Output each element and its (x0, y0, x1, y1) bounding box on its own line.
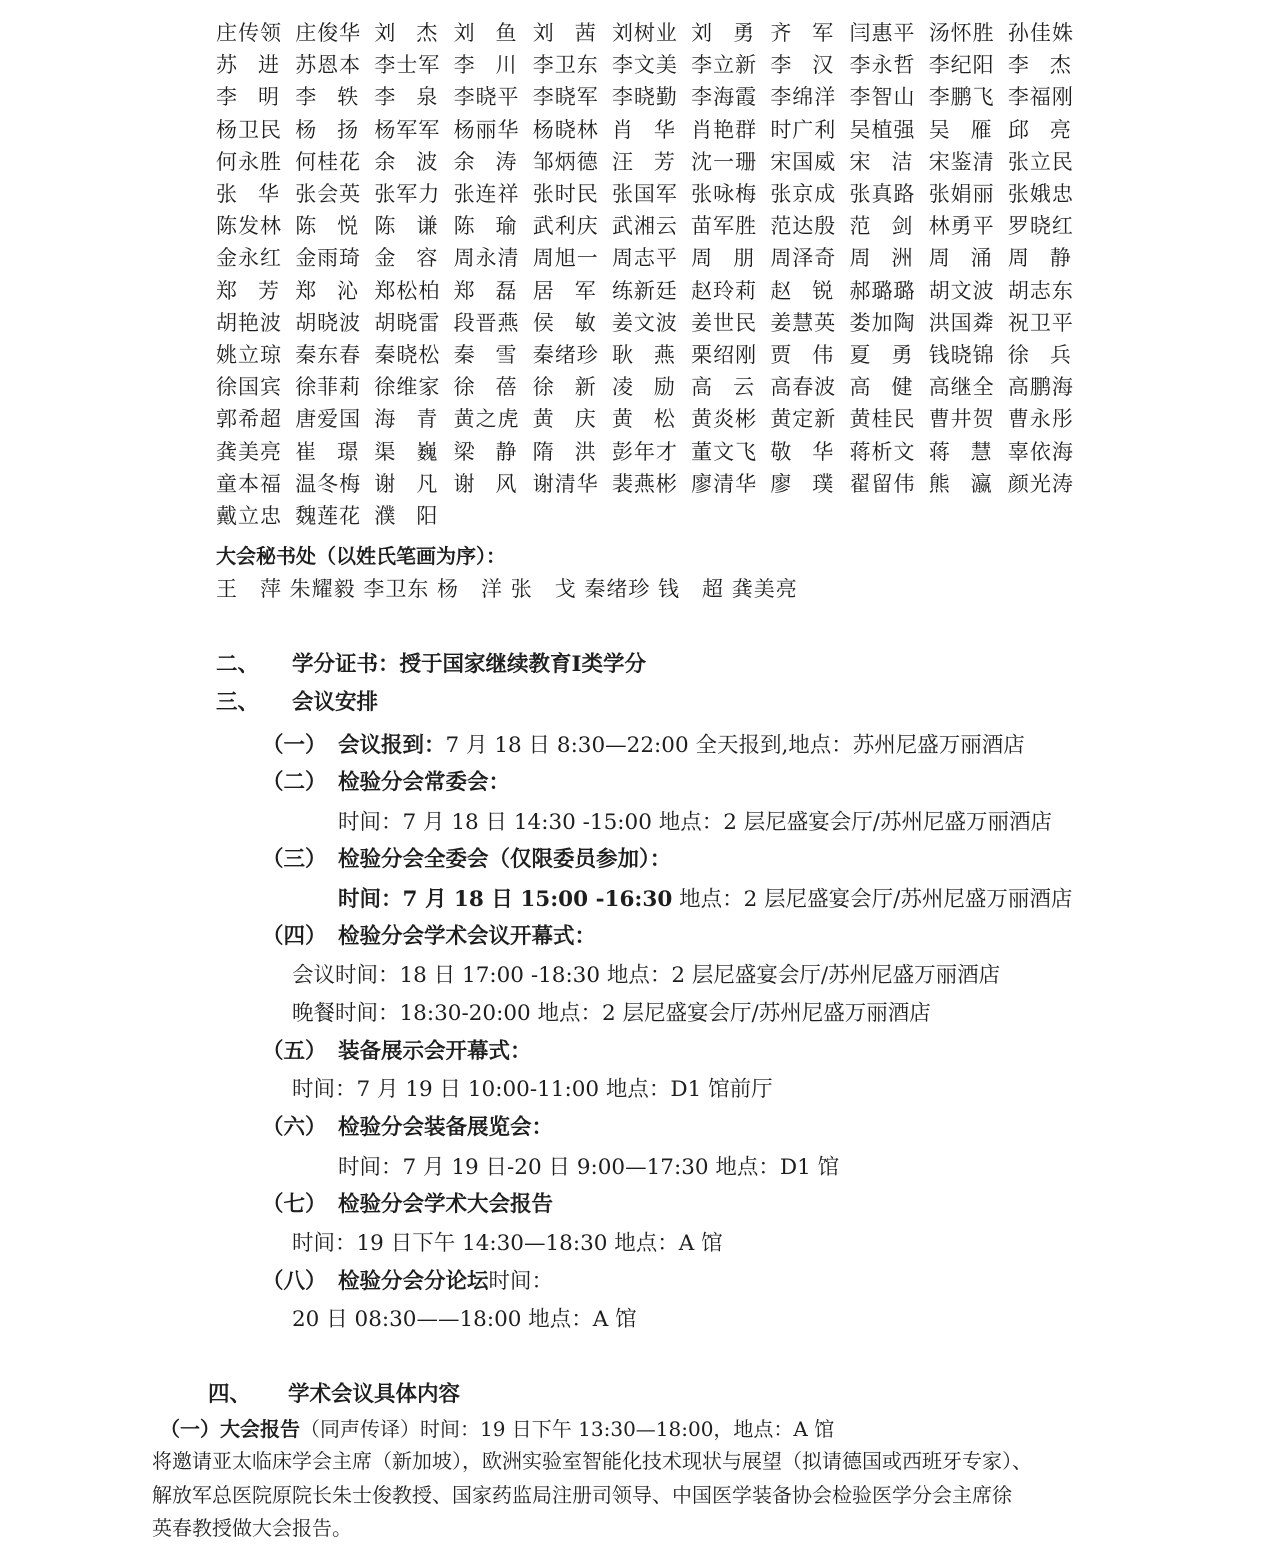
item-3-detail-place: 地点：2 层尼盛宴会厅/苏州尼盛万丽酒店 (672, 887, 1073, 912)
member-name: 李 明 (216, 85, 279, 110)
member-name: 洪国粦 (928, 310, 995, 335)
member-name: 杨晓林 (532, 117, 599, 142)
item-3-detail-time: 时间：7 月 18 日 15:00 -16:30 (338, 887, 673, 912)
member-name: 苏 进 (216, 53, 279, 78)
member-name: 何桂花 (295, 149, 362, 174)
member-name: 张时民 (532, 182, 599, 207)
member-name: 胡晓波 (295, 310, 362, 335)
item-5-detail: 时间：7 月 19 日 10:00-11:00 地点：D1 馆前厅 (292, 1077, 773, 1102)
member-name: 夏 勇 (849, 342, 913, 367)
member-name: 魏莲花 (295, 503, 362, 528)
member-name: 栗绍刚 (691, 342, 758, 367)
item-7-detail: 时间：19 日下午 14:30—18:30 地点：A 馆 (292, 1231, 723, 1256)
member-row (216, 241, 1087, 273)
member-row (216, 467, 1087, 499)
item-7 (262, 1187, 553, 1218)
item-5-label: 装备展示会开幕式： (338, 1039, 532, 1064)
item-6-label: 检验分会装备展览会： (338, 1115, 554, 1140)
member-name: 余 涛 (453, 149, 517, 174)
section-4-title: 学术会议具体内容 (288, 1382, 461, 1407)
member-name: 李晓平 (453, 85, 520, 110)
member-row (216, 177, 1087, 209)
member-name: 秦绪珍 (532, 342, 599, 367)
member-name: 余 波 (374, 149, 438, 174)
section-2 (216, 647, 646, 678)
secretariat-names: 王 萍 朱耀毅 李卫东 杨 洋 张 戈 秦绪珍 钱 超 龚美亮 (216, 577, 798, 601)
member-name: 秦 雪 (453, 342, 517, 367)
member-row (216, 402, 1087, 434)
item-6-number: （六） (262, 1115, 327, 1140)
member-name: 海 青 (374, 407, 438, 432)
member-name: 周 朋 (691, 246, 755, 271)
member-name: 周 洲 (849, 246, 913, 271)
member-name: 李 泉 (374, 85, 438, 110)
member-name: 娄加陶 (849, 310, 916, 335)
member-name: 高继全 (928, 375, 995, 400)
member-name: 沈一珊 (691, 149, 758, 174)
section-3-title: 会议安排 (292, 690, 379, 715)
member-name: 廖 璞 (770, 471, 834, 496)
member-name: 周泽奇 (770, 246, 837, 271)
member-name: 董文飞 (691, 439, 758, 464)
item-4-detail-meeting: 会议时间：18 日 17:00 -18:30 地点：2 层尼盛宴会厅/苏州尼盛万丽酒店 (292, 963, 1001, 988)
member-name: 谢 风 (453, 471, 517, 496)
member-name-grid (216, 16, 1087, 531)
member-row (216, 80, 1087, 112)
member-name: 周 静 (1007, 246, 1071, 271)
member-name: 郑 磊 (453, 278, 517, 303)
section-2-number: 二、 (216, 652, 260, 677)
item-8-label: 检验分会分论坛 (338, 1269, 489, 1294)
member-name: 汤怀胜 (928, 21, 995, 46)
member-name: 刘 茜 (532, 21, 596, 46)
member-name: 翟留伟 (849, 471, 916, 496)
member-name: 渠 巍 (374, 439, 438, 464)
section-4-paragraph-line-1: 将邀请亚太临床学会主席（新加坡），欧洲实验室智能化技术现状与展望（拟请德国或西班牙专家）、 (152, 1449, 1032, 1473)
member-name: 彭年才 (611, 439, 678, 464)
member-row (216, 48, 1087, 80)
member-name: 张立民 (1007, 149, 1074, 174)
member-row (216, 370, 1087, 402)
member-name: 杨 扬 (295, 117, 359, 142)
member-name: 崔 璟 (295, 439, 359, 464)
section-4-sub-text: （同声传译）时间：19 日下午 13:30—18:00，地点：A 馆 (300, 1417, 835, 1441)
member-name: 徐 蓓 (453, 375, 517, 400)
member-name: 姜慧英 (770, 310, 837, 335)
member-name: 梁 静 (453, 439, 517, 464)
member-name: 秦东春 (295, 342, 362, 367)
member-name: 宋国威 (770, 149, 837, 174)
member-name: 陈 谦 (374, 214, 438, 239)
member-name: 闫惠平 (849, 21, 916, 46)
member-row (216, 499, 1087, 531)
member-name: 姜世民 (691, 310, 758, 335)
member-name: 陈发林 (216, 214, 282, 239)
item-6 (262, 1110, 553, 1141)
member-name: 宋 洁 (849, 149, 913, 174)
member-name: 李智山 (849, 85, 916, 110)
member-name: 敬 华 (770, 439, 834, 464)
member-name: 苏恩本 (295, 53, 362, 78)
item-8-number: （八） (262, 1269, 327, 1294)
member-name: 廖清华 (691, 471, 758, 496)
member-name: 金永红 (216, 246, 282, 271)
member-name: 练新廷 (611, 278, 678, 303)
member-name: 温冬梅 (295, 471, 362, 496)
member-name: 齐 军 (770, 21, 834, 46)
member-name: 黄之虎 (453, 407, 520, 432)
member-name: 庄传领 (216, 21, 282, 46)
section-4-paragraph-line-2: 解放军总医院原院长朱士俊教授、国家药监局注册司领导、中国医学装备协会检验医学分会主席徐 (152, 1483, 1012, 1507)
member-name: 陈 悦 (295, 214, 359, 239)
member-name: 孙佳姝 (1007, 21, 1074, 46)
item-7-number: （七） (262, 1192, 327, 1217)
item-4 (262, 919, 596, 950)
member-row (216, 274, 1087, 306)
member-name: 武湘云 (611, 214, 678, 239)
member-name: 金 容 (374, 246, 438, 271)
member-name: 胡文波 (928, 278, 995, 303)
member-name: 范 剑 (849, 214, 913, 239)
item-1-label: 会议报到： (338, 733, 446, 758)
member-name: 李晓军 (532, 85, 599, 110)
member-name: 张咏梅 (691, 182, 758, 207)
member-name: 黄定新 (770, 407, 837, 432)
member-name: 居 军 (532, 278, 596, 303)
member-name: 周旭一 (532, 246, 599, 271)
member-name: 邹炳德 (532, 149, 599, 174)
member-name: 裴燕彬 (611, 471, 678, 496)
item-4-label: 检验分会学术会议开幕式： (338, 924, 597, 949)
member-name: 蒋析文 (849, 439, 916, 464)
member-name: 祝卫平 (1007, 310, 1074, 335)
section-3 (216, 685, 378, 716)
member-name: 隋 洪 (532, 439, 596, 464)
member-name: 刘 勇 (691, 21, 755, 46)
member-name: 徐维家 (374, 375, 441, 400)
member-name: 郑 沁 (295, 278, 359, 303)
member-name: 龚美亮 (216, 439, 282, 464)
member-name: 张国军 (611, 182, 678, 207)
member-name: 邱 亮 (1007, 117, 1071, 142)
member-name: 李 川 (453, 53, 517, 78)
member-name: 时广利 (770, 117, 837, 142)
member-name: 张京成 (770, 182, 837, 207)
member-name: 李海霞 (691, 85, 758, 110)
member-name: 高 健 (849, 375, 913, 400)
section-2-text: 学分证书：授于国家继续教育Ⅰ类学分 (292, 652, 647, 677)
item-7-label: 检验分会学术大会报告 (338, 1192, 554, 1217)
member-name: 杨卫民 (216, 117, 282, 142)
member-row (216, 209, 1087, 241)
member-name: 周志平 (611, 246, 678, 271)
member-name: 杨军军 (374, 117, 441, 142)
member-name: 张连祥 (453, 182, 520, 207)
item-1-text: 7 月 18 日 8:30—22:00 全天报到,地点：苏州尼盛万丽酒店 (445, 733, 1025, 758)
item-6-detail: 时间：7 月 19 日-20 日 9:00—17:30 地点：D1 馆 (338, 1155, 840, 1180)
member-name: 陈 瑜 (453, 214, 517, 239)
member-row (216, 113, 1087, 145)
member-name: 郑松柏 (374, 278, 441, 303)
member-name: 熊 瀛 (928, 471, 992, 496)
section-4-number: 四、 (208, 1382, 252, 1407)
member-name: 高春波 (770, 375, 837, 400)
member-name: 刘 杰 (374, 21, 438, 46)
member-name: 秦晓松 (374, 342, 441, 367)
member-name: 徐 兵 (1007, 342, 1071, 367)
member-name: 段晋燕 (453, 310, 520, 335)
item-8-label-tail: 时间： (488, 1269, 554, 1294)
member-name: 唐爱国 (295, 407, 362, 432)
member-name: 凌 励 (611, 375, 675, 400)
member-name: 胡志东 (1007, 278, 1074, 303)
member-name: 武利庆 (532, 214, 599, 239)
member-name: 李鹏飞 (928, 85, 995, 110)
member-name: 姜文波 (611, 310, 678, 335)
member-name: 曹井贺 (928, 407, 995, 432)
item-8-detail: 20 日 08:30——18:00 地点：A 馆 (292, 1307, 637, 1332)
member-name: 戴立忠 (216, 503, 282, 528)
item-4-number: （四） (262, 924, 327, 949)
member-name: 周永清 (453, 246, 520, 271)
member-name: 张娟丽 (928, 182, 995, 207)
member-name: 郝璐璐 (849, 278, 916, 303)
member-name: 谢清华 (532, 471, 599, 496)
member-name: 徐 新 (532, 375, 596, 400)
member-name: 肖 华 (611, 117, 675, 142)
member-row (216, 306, 1087, 338)
member-name: 谢 凡 (374, 471, 438, 496)
member-name: 张娥忠 (1007, 182, 1074, 207)
member-name: 侯 敏 (532, 310, 596, 335)
member-name: 金雨琦 (295, 246, 362, 271)
item-8 (262, 1264, 553, 1295)
secretariat-title: 大会秘书处（以姓氏笔画为序）： (216, 544, 506, 568)
item-5-number: （五） (262, 1039, 327, 1064)
section-4 (208, 1377, 460, 1408)
member-name: 李纪阳 (928, 53, 995, 78)
member-name: 蒋 慧 (928, 439, 992, 464)
member-name: 徐国宾 (216, 375, 282, 400)
member-name: 周 涌 (928, 246, 992, 271)
member-name: 李永哲 (849, 53, 916, 78)
member-row (216, 434, 1087, 466)
item-3-label: 检验分会全委会（仅限委员参加）： (338, 847, 672, 872)
item-1 (262, 728, 1025, 759)
member-name: 曹永彤 (1007, 407, 1074, 432)
member-name: 高 云 (691, 375, 755, 400)
member-name: 颜光涛 (1007, 471, 1074, 496)
member-name: 黄 松 (611, 407, 675, 432)
member-name: 刘 鱼 (453, 21, 517, 46)
member-name: 李福刚 (1007, 85, 1074, 110)
member-name: 李 杰 (1007, 53, 1071, 78)
member-name: 黄桂民 (849, 407, 916, 432)
member-name: 林勇平 (928, 214, 995, 239)
member-name: 耿 燕 (611, 342, 675, 367)
member-name: 赵玲莉 (691, 278, 758, 303)
item-2 (262, 765, 510, 796)
member-name: 胡艳波 (216, 310, 282, 335)
member-name: 李 汉 (770, 53, 834, 78)
member-name: 赵 锐 (770, 278, 834, 303)
item-2-number: （二） (262, 770, 327, 795)
item-5 (262, 1034, 532, 1065)
item-4-detail-dinner: 晚餐时间：18:30-20:00 地点：2 层尼盛宴会厅/苏州尼盛万丽酒店 (292, 1001, 931, 1026)
item-2-detail: 时间：7 月 18 日 14:30 -15:00 地点：2 层尼盛宴会厅/苏州尼盛万丽酒店 (338, 810, 1052, 835)
member-name: 吴 雁 (928, 117, 992, 142)
member-name: 黄炎彬 (691, 407, 758, 432)
member-name: 苗军胜 (691, 214, 758, 239)
member-name: 濮 阳 (374, 503, 438, 528)
member-row (216, 145, 1087, 177)
member-name: 高鹏海 (1007, 375, 1074, 400)
member-name: 吴植强 (849, 117, 916, 142)
member-name: 李 轶 (295, 85, 359, 110)
member-name: 李绵洋 (770, 85, 837, 110)
member-name: 罗晓红 (1007, 214, 1074, 239)
member-name: 钱晓锦 (928, 342, 995, 367)
member-name: 李文美 (611, 53, 678, 78)
member-row (216, 16, 1087, 48)
item-3-number: （三） (262, 847, 327, 872)
member-name: 张会英 (295, 182, 362, 207)
member-name: 徐菲莉 (295, 375, 362, 400)
member-name: 辜依海 (1007, 439, 1074, 464)
member-name: 张真路 (849, 182, 916, 207)
member-name: 李晓勤 (611, 85, 678, 110)
member-name: 郭希超 (216, 407, 282, 432)
member-name: 杨丽华 (453, 117, 520, 142)
section-4-sub-label: （一）大会报告 (160, 1417, 300, 1441)
member-name: 何永胜 (216, 149, 282, 174)
item-2-label: 检验分会常委会： (338, 770, 511, 795)
section-3-number: 三、 (216, 690, 260, 715)
member-name: 李立新 (691, 53, 758, 78)
item-3-detail (338, 882, 1072, 913)
member-name: 汪 芳 (611, 149, 675, 174)
member-name: 张军力 (374, 182, 441, 207)
member-name: 姚立琼 (216, 342, 282, 367)
member-name: 贾 伟 (770, 342, 834, 367)
member-name: 范达殷 (770, 214, 837, 239)
item-3 (262, 842, 671, 873)
member-name: 刘树业 (611, 21, 678, 46)
member-name: 黄 庆 (532, 407, 596, 432)
item-1-number: （一） (262, 733, 327, 758)
section-4-paragraph-line-3: 英春教授做大会报告。 (152, 1516, 352, 1540)
member-name: 郑 芳 (216, 278, 279, 303)
member-name: 张 华 (216, 182, 279, 207)
section-4-sub (160, 1413, 834, 1442)
member-name: 童本福 (216, 471, 282, 496)
member-name: 李士军 (374, 53, 441, 78)
member-name: 胡晓雷 (374, 310, 441, 335)
member-name: 庄俊华 (295, 21, 362, 46)
member-name: 肖艳群 (691, 117, 758, 142)
member-name: 宋鉴清 (928, 149, 995, 174)
member-name: 李卫东 (532, 53, 599, 78)
member-row (216, 338, 1087, 370)
